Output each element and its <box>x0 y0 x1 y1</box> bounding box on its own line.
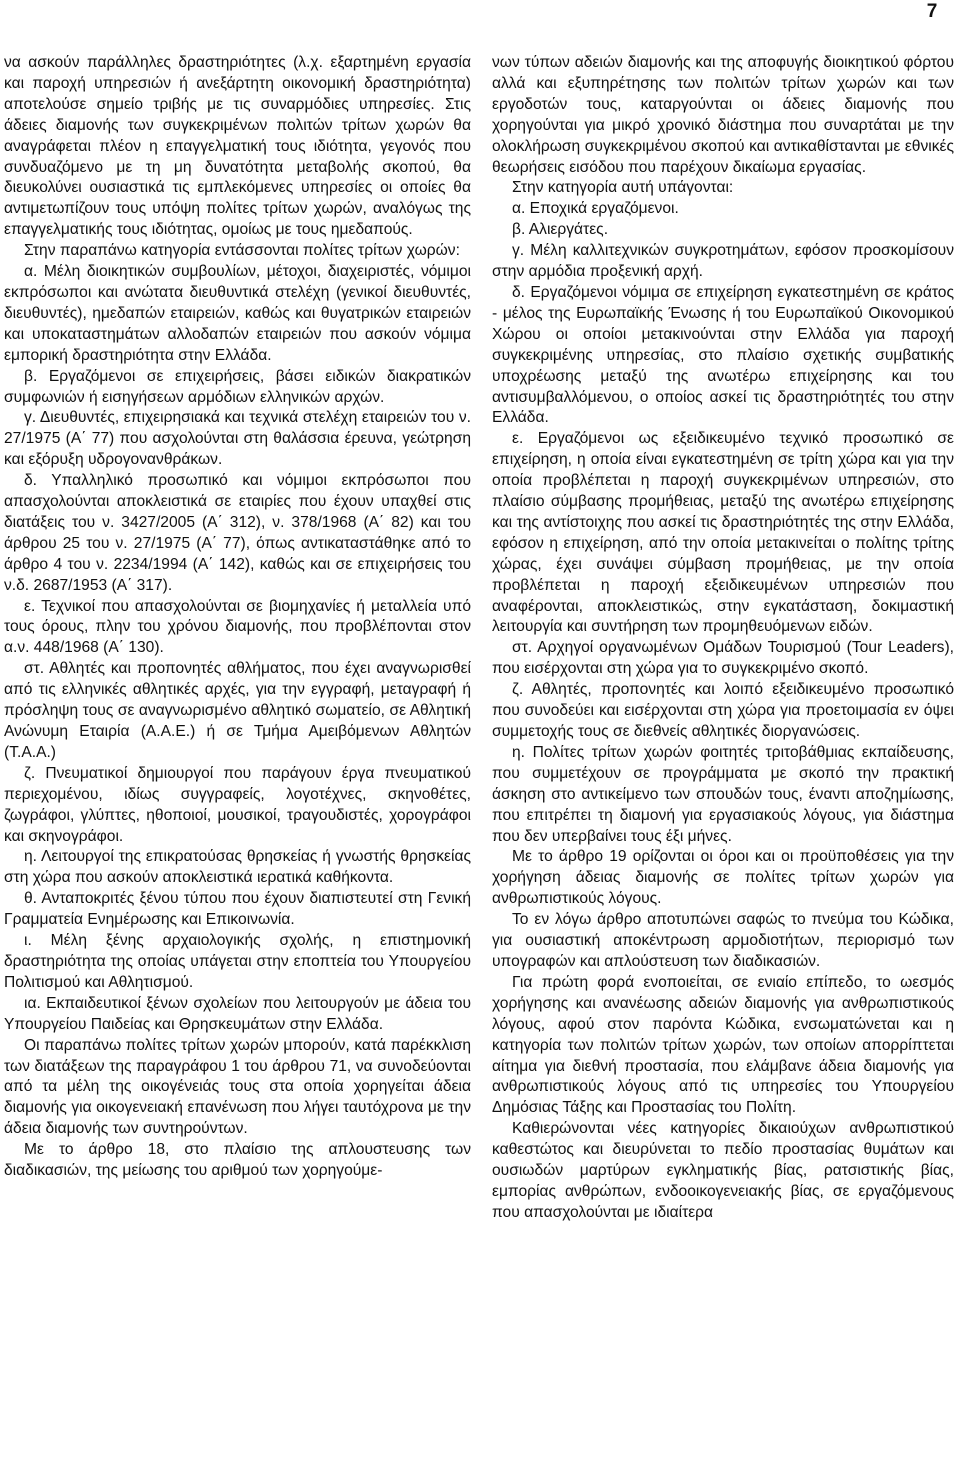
paragraph: Οι παραπάνω πολίτες τρίτων χωρών μπορούν, κατά παρέκκλιση των διατάξεων της παραγράφου 1 του άρθρου 71, να συνοδεύονται από τα μέλη της οικογένειάς τους στα οποία χορηγείται άδεια διαμονής για οικογενειακή επανένωση που λήγει ταυτόχρονα με την άδεια διαμονής των συντηρούντων. <box>4 1036 471 1138</box>
paragraph: β. Εργαζόμενοι σε επιχειρήσεις, βάσει ειδικών διακρατικών συμφωνιών ή εισηγήσεων αρμόδιων ελληνικών αρχών. <box>4 367 471 406</box>
paragraph: η. Πολίτες τρίτων χωρών φοιτητές τριτοβάθμιας εκπαίδευσης, που συμμετέχουν σε προγράμματα με σκοπό την πρακτική άσκηση στο αντικείμενο των σπουδών τους, έναντι αποζημίωσης, που επιτρέπει τη διαμονή για εργασιακούς λόγους, για διάστημα που δεν υπερβαίνει τους έξι μήνες. <box>492 743 954 845</box>
paragraph: Το εν λόγω άρθρο αποτυπώνει σαφώς το πνεύμα του Κώδικα, για ουσιαστική αποκέντρωση αρμοδιοτήτων, περιορισμό των υπογραφών και απλούστευση των διαδικασιών. <box>492 911 954 970</box>
paragraph: θ. Ανταποκριτές ξένου τύπου που έχουν διαπιστευτεί στη Γενική Γραμματεία Ενημέρωσης και Επικοινωνία. <box>4 890 471 929</box>
paragraph: γ. Μέλη καλλιτεχνικών συγκροτημάτων, εφόσον προσκομίσουν στην αρμόδια προξενική αρχή. <box>492 242 954 281</box>
paragraph: ζ. Πνευματικοί δημιουργοί που παράγουν έργα πνευματικού περιεχομένου, ιδίως συγγραφείς, λογοτέχνες, σκηνοθέτες, ζωγράφοι, γλύπτες, ηθοποιοί, μουσικοί, τραγουδιστές, χορογράφοι και σκηνογράφοι. <box>4 764 471 845</box>
paragraph: δ. Εργαζόμενοι νόμιμα σε επιχείρηση εγκατεστημένη σε κράτος - μέλος της Ευρωπαϊκής Ένωσης ή του Ευρωπαϊκού Οικονομικού Χώρου οι οποίοι μετακινούνται στην Ελλάδα για παροχή συγκεκριμένης υπηρεσίας, στο πλαίσιο σχετικής συμβατικής υποχρέωσης μεταξύ της ανωτέρω επιχείρησης και του αντισυμβαλλόμενου, ο οποίος ασκεί τις δραστηριότητές του στην Ελλάδα. <box>492 283 954 427</box>
paragraph: β. Αλιεργάτες. <box>512 221 609 239</box>
page-number: 7 <box>926 1 938 22</box>
paragraph: α. Μέλη διοικητικών συμβουλίων, μέτοχοι, διαχειριστές, νόμιμοι εκπρόσωποι και ανώτατα διευθυντικά στελέχη (γενικοί διευθυντές, διευθυντές), ημεδαπών εταιρειών, καθώς και θυγατρικών εταιρειών και υποκαταστημάτων αλλοδαπών εταιρειών που ασκούν νόμιμα εμπορική δραστηριότητα στην Ελλάδα. <box>4 263 471 364</box>
paragraph: νων τύπων αδειών διαμονής και της αποφυγής διοικητικού φόρτου αλλά και εξυπηρέτησης των πολιτών τρίτων χωρών και των εργοδοτών τους, καταργούνται οι άδειες διαμονής που χορηγούνται για μικρό χρονικό διάστημα που συναρτάται με την ολοκλήρωση συγκεκριμένου σκοπού και αντικαθίστανται με εθνικές θεωρήσεις εισόδου που παρέχουν δικαίωμα εργασίας. <box>492 54 954 176</box>
paragraph: Με το άρθρο 19 ορίζονται οι όροι και οι προϋποθέσεις για την χορήγηση άδειας διαμονής σε πολίτες τρίτων χωρών για ανθρωπιστικούς λόγους. <box>492 848 954 908</box>
paragraph: ι. Μέλη ξένης αρχαιολογικής σχολής, η επιστημονική δραστηριότητα της οποίας υπάγεται στην εποπτεία του Υπουργείου Πολιτισμού και Αθλητισμού. <box>4 932 471 991</box>
paragraph: Καθιερώνονται νέες κατηγορίες δικαιούχων ανθρωπιστικού καθεστώτος και διευρύνεται το πεδίο προστασίας θυμάτων και ουσιωδών μαρτύρων εγκληματικής βίας, ρατσιστικής βίας, εμπορίας ανθρώπων, ενδοοικογενειακής βίας, σε εργαζόμενους που απασχολούνται με ιδιαίτερα <box>492 1120 954 1221</box>
paragraph: να ασκούν παράλληλες δραστηριότητες (λ.χ. εξαρτημένη εργασία και παροχή υπηρεσιών ή ανεξάρτητη οικονομική δραστηριότητα) αποτελούσε σημείο τριβής με τις συναρμόδιες υπηρεσίες. Στις άδειες διαμονής των συγκεκριμένων πολιτών τρίτων χωρών θα αναγράφεται πλέον η επαγγελματική τους ιδιότητα, γεγονός που συνδυαζόμενο με τη μη δυνατότητα μεταβολής σκοπού, θα διευκολύνει ουσιαστικά τις εμπλεκόμενες υπηρεσίες οι οποίες θα αντιμετωπίζουν τους υπόψη πολίτες τρίτων χωρών, αναλόγως της επαγγελματικής τους ιδιότητας, ομοίως με τους ημεδαπούς. <box>4 54 471 239</box>
paragraph: στ. Αρχηγοί οργανωμένων Ομάδων Τουρισμού (Tour Leaders), που εισέρχονται στη χώρα για το συγκεκριμένο σκοπό. <box>492 639 954 678</box>
right-column <box>492 53 954 1479</box>
paragraph: η. Λειτουργοί της επικρατούσας θρησκείας ή γνωστής θρησκείας στη χώρα που ασκούν αποκλειστικά ιερατικά καθήκοντα. <box>4 848 471 887</box>
paragraph: Στην παραπάνω κατηγορία εντάσσονται πολίτες τρίτων χωρών: <box>24 242 460 260</box>
paragraph: Για πρώτη φορά ενοποιείται, σε ενιαίο επίπεδο, το ωεσμός χορήγησης και ανανέωσης αδειών διαμονής για ανθρωπιστικούς λόγους, αφού στον παρόντα Κώδικα, ενσωματώνεται και η κατηγορία των πολιτών τρίτων χωρών, των οποίων απορρίπτεται αίτημα για διεθνή προστασία, που ελάμβανε άδεια διαμονής για ανθρωπιστικούς λόγους από τις υπηρεσίες του Υπουργείου Δημόσιας Τάξης και Προστασίας του Πολίτη. <box>492 973 954 1117</box>
paragraph: ε. Εργαζόμενοι ως εξειδικευμένο τεχνικό προσωπικό σε επιχείρηση, η οποία είναι εγκατεστημένη σε τρίτη χώρα και για την οποία προβλέπεται η παροχή συγκεκριμένων υπηρεσιών, στο πλαίσιο σύμβασης προμήθειας, μεταξύ της ανωτέρω επιχείρησης και της αντίστοιχης που ασκεί τις δραστηριότητές της στην Ελλάδα, εφόσον η επιχείρηση, από την οποία μετακινείται ο πολίτης τρίτης χώρας, έχει συνάψει σύμβαση προμήθειας, με την οποία προβλέπεται η παροχή εξειδικευμένων υπηρεσιών που αναφέρονται, αποκλειστικώς, στην εγκατάσταση, δοκιμαστική λειτουργία και συντήρηση των προμηθευόμενων ειδών. <box>492 430 954 636</box>
paragraph: Με το άρθρο 18, στο πλαίσιο της απλουστευσης των διαδικασιών, της μείωσης του αριθμού των χορηγούμε- <box>4 1141 471 1180</box>
paragraph: στ. Αθλητές και προπονητές αθλήματος, που έχει αναγνωρισθεί από τις ελληνικές αθλητικές αρχές, για την εγγραφή, μεταγραφή ή πρόσληψη τους σε αναγνωρισμένο αθλητικό σωματείο, σε Αθλητική Ανώνυμη Εταιρία (Α.Α.Ε.) ή σε Τμήμα Αμειβόμενων Αθλητών (Τ.Α.Α.) <box>4 660 471 761</box>
paragraph: ζ. Αθλητές, προπονητές και λοιπό εξειδικευμένο προσωπικό που συνοδεύει και εισέρχονται στη χώρα για προετοιμασία εν όψει συμμετοχής τους σε διεθνείς αθλητικές διοργανώσεις. <box>492 681 954 740</box>
paragraph: ε. Τεχνικοί που απασχολούνται σε βιομηχανίες ή μεταλλεία υπό τους όρους, πλην του χρόνου διαμονής, που προβλέπονται στον α.ν. 448/1968 (Α΄ 130). <box>4 597 471 657</box>
paragraph: δ. Υπαλληλικό προσωπικό και νόμιμοι εκπρόσωποι που απασχολούνται αποκλειστικά σε εταιρίες που έχουν υπαχθεί στις διατάξεις του ν. 3427/2005 (Α΄ 312), ν. 378/1968 (Α΄ 82) και του άρθρου 25 του ν. 27/1975 (Α΄ 77), όπως αντικαταστάθηκε από το άρθρο 4 του ν. 2234/1994 (Α΄ 142), καθώς και σε επιχειρήσεις του ν.δ. 2687/1953 (Α΄ 317). <box>4 472 471 594</box>
paragraph: ια. Εκπαιδευτικοί ξένων σχολείων που λειτουργούν με άδεια του Υπουργείου Παιδείας και Θρησκευμάτων στην Ελλάδα. <box>4 994 471 1033</box>
paragraph: α. Εποχικά εργαζόμενοι. <box>512 200 679 218</box>
paragraph: Στην κατηγορία αυτή υπάγονται: <box>512 179 734 197</box>
left-column <box>4 53 471 1479</box>
paragraph: γ. Διευθυντές, επιχειρησιακά και τεχνικά στελέχη εταιρειών του ν. 27/1975 (Α΄ 77) που ασχολούνται στη θαλάσσια έρευνα, γεώτρηση και εξόρυξη υδρογονανθράκων. <box>4 409 471 469</box>
